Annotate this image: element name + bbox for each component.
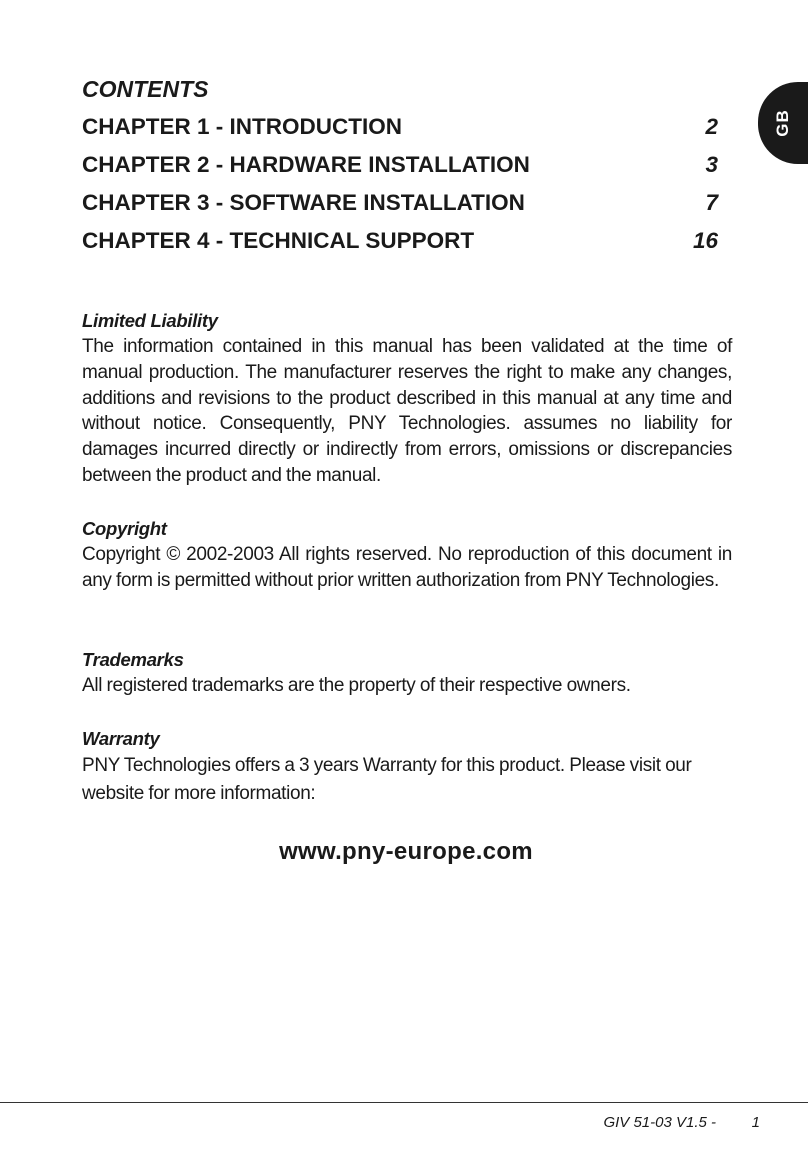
footer-page-number: 1 (751, 1114, 760, 1131)
language-tab-label: GB (773, 109, 792, 137)
section-warranty (82, 726, 732, 808)
footer-divider (0, 1102, 808, 1103)
section-text: All registered trademarks are the property of their respective owners. (82, 675, 631, 696)
section-trademarks (82, 647, 732, 699)
section-title: Limited Liability (82, 310, 218, 331)
section-title: Copyright (82, 518, 167, 539)
section-limited-liability (82, 308, 732, 489)
contents-heading: CONTENTS (82, 76, 209, 102)
toc-entry-chapter-4 (82, 226, 718, 264)
toc-entry-page: 7 (705, 190, 718, 215)
section-text: PNY Technologies offers a 3 years Warranty for this product. Please visit our website for more information: (82, 755, 692, 804)
section-title: Warranty (82, 728, 160, 749)
toc-entry-page: 16 (692, 228, 718, 253)
section-text: The information contained in this manual has been validated at the time of manual production. The manufacturer reserves the right to make any changes, additions and revisions to the product described in this manual at any time and without notice. Consequently, PNY Technologies. assumes no liability for damages incurred directly or indirectly from errors, omissions or discrepancies between the product and the manual. (82, 336, 732, 486)
toc-entry-title: CHAPTER 3 - SOFTWARE INSTALLATION (82, 190, 525, 215)
toc-entry-title: CHAPTER 2 - HARDWARE INSTALLATION (82, 152, 530, 177)
toc-entry-title: CHAPTER 1 - INTRODUCTION (82, 114, 402, 139)
toc-entry-page: 2 (705, 114, 718, 139)
section-text: Copyright © 2002-2003 All rights reserved. No reproduction of this document in any form is permitted without prior written authorization from PNY Technologies. (82, 544, 732, 591)
toc-entry-chapter-2 (82, 150, 718, 188)
toc-entry-page: 3 (705, 152, 718, 177)
toc-entry-chapter-1 (82, 112, 718, 150)
table-of-contents (82, 112, 718, 264)
website-url[interactable]: www.pny-europe.com (279, 838, 533, 865)
footer-doc-code: GIV 51-03 V1.5 - (603, 1114, 716, 1131)
section-copyright (82, 516, 732, 594)
section-title: Trademarks (82, 649, 184, 670)
toc-entry-title: CHAPTER 4 - TECHNICAL SUPPORT (82, 228, 475, 253)
toc-entry-chapter-3 (82, 188, 718, 226)
